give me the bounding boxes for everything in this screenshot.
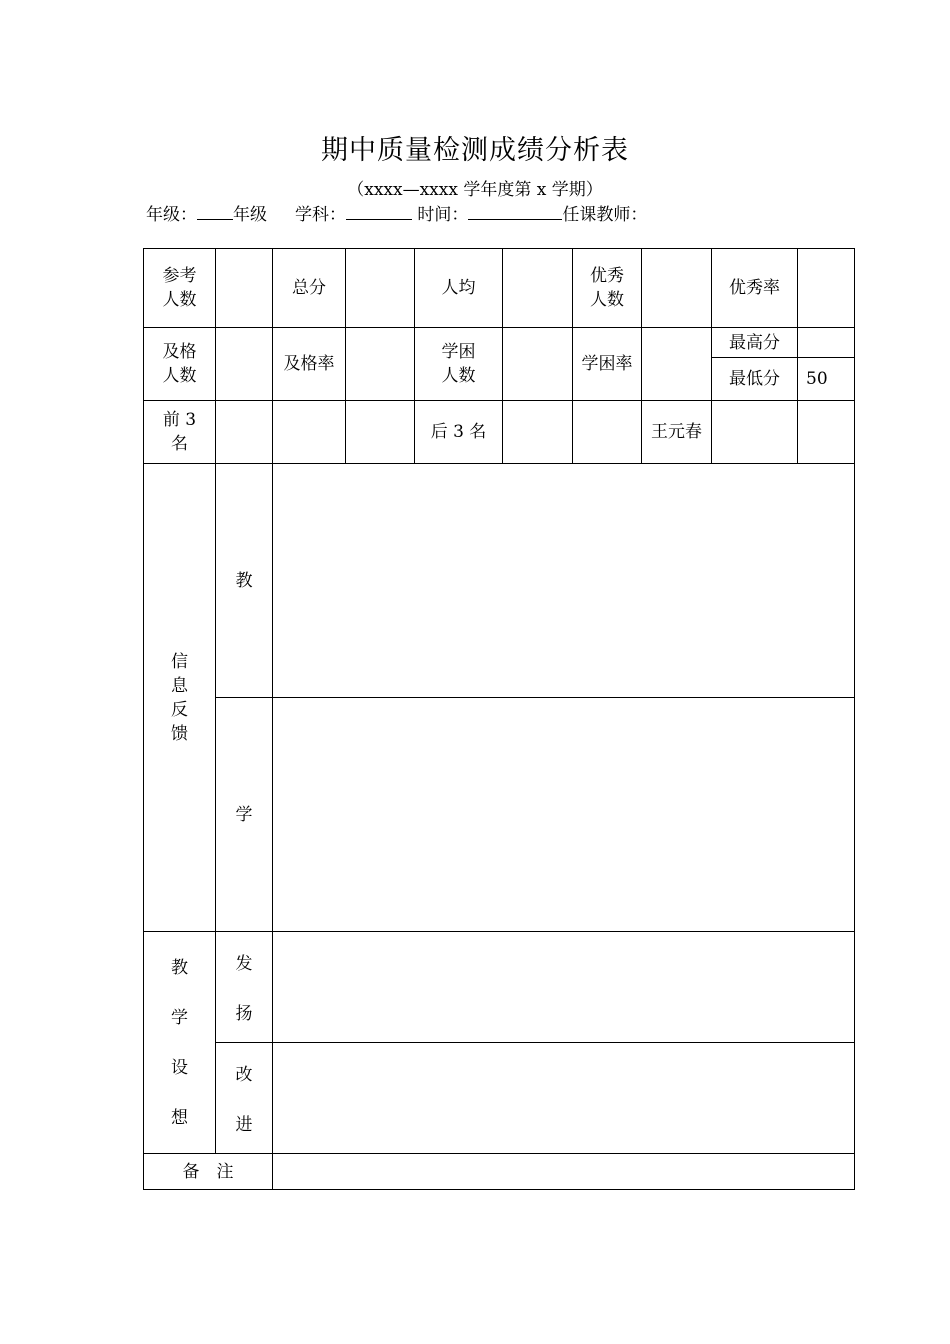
- exam-count-cell[interactable]: [216, 249, 273, 328]
- feedback-label-char: 馈: [171, 723, 188, 744]
- feedback-label-char: 反: [171, 699, 188, 720]
- subject-blank[interactable]: [346, 203, 412, 220]
- pass-count-cell[interactable]: [216, 328, 273, 401]
- plan-improve-content[interactable]: [273, 1043, 855, 1154]
- excellent-rate-cell[interactable]: [798, 249, 855, 328]
- grade-label: 年级：: [146, 205, 197, 225]
- feedback-learn-label: 学: [216, 698, 273, 932]
- feedback-label-char: 息: [171, 675, 188, 696]
- exam-count-header: 参考 人数: [144, 249, 216, 328]
- page-subtitle: （xxxx—xxxx 学年度第 x 学期）: [347, 180, 603, 200]
- top3-header: 前 3 名: [144, 401, 216, 464]
- score-analysis-table: [143, 248, 855, 1190]
- feedback-teach-label: 教: [216, 464, 273, 698]
- bottom3-cell-4[interactable]: [712, 401, 798, 464]
- top3-cell-3[interactable]: [346, 401, 415, 464]
- average-header: 人均: [415, 249, 503, 328]
- excellent-count-header: 优秀 人数: [573, 249, 642, 328]
- plan-promote-content[interactable]: [273, 932, 855, 1043]
- feedback-section-label: [144, 464, 216, 932]
- feedback-learn-content[interactable]: [273, 698, 855, 932]
- plan-section-label: [144, 932, 216, 1154]
- table-row-remarks: [144, 1154, 855, 1190]
- top3-cell-1[interactable]: [216, 401, 273, 464]
- time-blank[interactable]: [468, 203, 562, 220]
- table-row-summary-2a: [144, 328, 855, 358]
- pass-rate-header: 及格率: [273, 328, 346, 401]
- table-row-plan-promote: [144, 932, 855, 1043]
- plan-label-char: 教: [171, 957, 188, 978]
- top3-cell-2[interactable]: [273, 401, 346, 464]
- total-score-cell[interactable]: [346, 249, 415, 328]
- lowest-score-cell[interactable]: 50: [798, 358, 855, 401]
- subject-label: 学科：: [295, 205, 346, 225]
- table-row-summary-1: [144, 249, 855, 328]
- struggling-count-cell[interactable]: [503, 328, 573, 401]
- bottom3-cell-1[interactable]: [503, 401, 573, 464]
- excellent-count-cell[interactable]: [642, 249, 712, 328]
- plan-improve-label: 改 进: [216, 1043, 273, 1154]
- header-info-line: [146, 200, 647, 225]
- struggling-rate-header: 学困率: [573, 328, 642, 401]
- table-row-feedback-learn: [144, 698, 855, 932]
- plan-label-char: 设: [171, 1057, 188, 1078]
- table-row-feedback-teach: [144, 464, 855, 698]
- bottom3-student-name[interactable]: 王元春: [642, 401, 712, 464]
- total-score-header: 总分: [273, 249, 346, 328]
- teacher-label: 任课教师：: [562, 205, 648, 225]
- remarks-content[interactable]: [273, 1154, 855, 1190]
- plan-label-char: 想: [171, 1107, 188, 1128]
- feedback-teach-content[interactable]: [273, 464, 855, 698]
- bottom3-cell-2[interactable]: [573, 401, 642, 464]
- grade-blank[interactable]: [197, 203, 233, 220]
- feedback-label-char: 信: [171, 651, 188, 672]
- lowest-score-header: 最低分: [712, 358, 798, 401]
- bottom3-cell-5[interactable]: [798, 401, 855, 464]
- highest-score-cell[interactable]: [798, 328, 855, 358]
- bottom3-header: 后 3 名: [415, 401, 503, 464]
- grade-suffix: 年级: [233, 205, 267, 225]
- table-row-plan-improve: [144, 1043, 855, 1154]
- struggling-count-header: 学困 人数: [415, 328, 503, 401]
- average-cell[interactable]: [503, 249, 573, 328]
- plan-label-char: 学: [171, 1007, 188, 1028]
- plan-promote-label: 发 扬: [216, 932, 273, 1043]
- pass-rate-cell[interactable]: [346, 328, 415, 401]
- page-title: 期中质量检测成绩分析表: [321, 135, 629, 166]
- table-row-ranking: [144, 401, 855, 464]
- highest-score-header: 最高分: [712, 328, 798, 358]
- struggling-rate-cell[interactable]: [642, 328, 712, 401]
- time-label: 时间：: [417, 205, 469, 225]
- pass-count-header: 及格 人数: [144, 328, 216, 401]
- remarks-label: 备 注: [144, 1154, 273, 1190]
- excellent-rate-header: 优秀率: [712, 249, 798, 328]
